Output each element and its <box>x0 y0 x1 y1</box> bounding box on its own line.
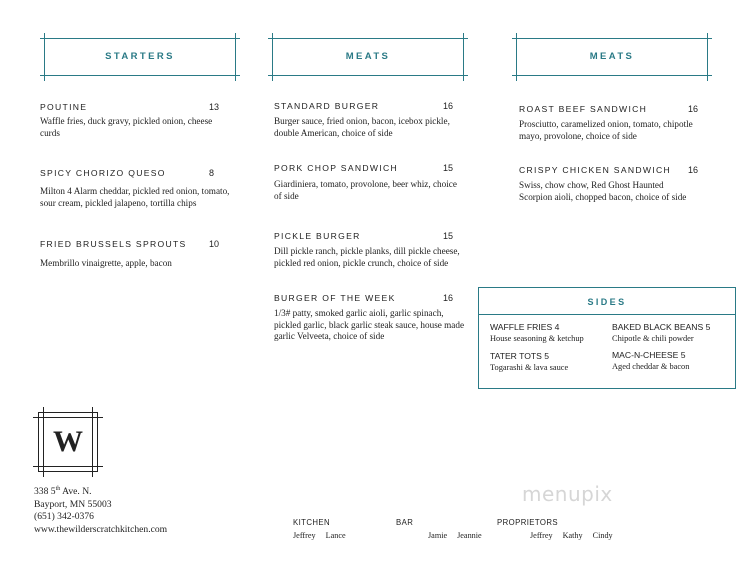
side-name: WAFFLE FRIES 4 <box>490 322 560 332</box>
sides-box <box>478 287 736 389</box>
item-name: PICKLE BURGER <box>274 231 361 241</box>
side-description: Chipotle & chili powder <box>612 334 694 343</box>
address-street <box>34 483 167 499</box>
logo <box>38 412 98 472</box>
item-description <box>274 308 479 343</box>
item-desc-line: sour cream, pickled jalapeno, tortilla chips <box>40 197 197 208</box>
item-description <box>40 116 230 139</box>
staff-label: KITCHEN <box>293 518 331 527</box>
item-description <box>274 179 474 202</box>
item-price: 15 <box>443 163 454 173</box>
item-price: 16 <box>688 104 699 114</box>
staff-name: Jeffrey <box>293 531 316 540</box>
staff-names <box>293 531 356 540</box>
street-number: 338 5 <box>34 486 56 498</box>
item-description <box>519 180 709 203</box>
menu-item-crispy-chicken-sandwich <box>519 165 709 203</box>
starters-title: STARTERS <box>105 51 175 62</box>
item-price: 13 <box>209 102 220 112</box>
staff-name: Kathy <box>562 531 583 540</box>
item-desc-line: Membrillo vinaigrette, apple, bacon <box>40 258 172 268</box>
side-item-tater-tots <box>490 351 568 372</box>
item-desc-line: Swiss, chow chow, Red Ghost Haunted <box>519 180 664 190</box>
side-description: Aged cheddar & bacon <box>612 362 690 371</box>
item-description <box>274 116 474 139</box>
staff-name: Lance <box>325 531 346 540</box>
staff-name: Jeffrey <box>530 531 553 540</box>
side-description: Togarashi & lava sauce <box>490 363 569 372</box>
address-phone: (651) 342-0376 <box>34 511 94 523</box>
menu-item-pickle-burger <box>274 231 479 269</box>
menu-item-spicy-chorizo-queso <box>40 168 250 209</box>
staff-name: Cindy <box>592 531 613 540</box>
address-block <box>34 483 167 537</box>
side-name: TATER TOTS 5 <box>490 351 550 361</box>
item-desc-line: Prosciutto, caramelized onion, tomato, chipotle <box>519 119 693 129</box>
menu-item-roast-beef-sandwich <box>519 104 709 142</box>
meats-title-2: MEATS <box>589 51 635 62</box>
side-item-waffle-fries <box>490 322 584 343</box>
item-name: PORK CHOP SANDWICH <box>274 163 398 173</box>
staff-name: Jeannie <box>457 531 482 540</box>
meats-header-2 <box>512 38 712 76</box>
menu-item-standard-burger <box>274 101 474 139</box>
item-price: 8 <box>209 168 215 178</box>
street-name: Ave. N. <box>60 486 92 498</box>
item-desc-line: Dill pickle ranch, pickle planks, dill pickle cheese, <box>274 246 460 256</box>
meats-header-1 <box>268 38 468 76</box>
item-price: 16 <box>443 101 454 111</box>
item-name: CRISPY CHICKEN SANDWICH <box>519 165 671 175</box>
staff-bar <box>396 518 492 540</box>
watermark: menupix <box>522 482 613 506</box>
item-desc-line: mayo, provolone, choice of side <box>519 130 637 141</box>
staff-proprietors <box>497 518 623 540</box>
item-name: ROAST BEEF SANDWICH <box>519 104 648 114</box>
item-price: 15 <box>443 231 454 241</box>
item-description <box>274 246 479 269</box>
logo-letter: W <box>53 425 83 458</box>
item-desc-line: pickled red onion, pickle crunch, choice of side <box>274 257 449 268</box>
item-desc-line: Milton 4 Alarm cheddar, pickled red onion, tomato, <box>40 186 230 196</box>
staff-names <box>428 531 492 540</box>
item-price: 16 <box>443 293 454 303</box>
item-description <box>519 119 709 142</box>
item-desc-line: Scorpion aioli, chopped bacon, choice of side <box>519 191 687 202</box>
staff-label: BAR <box>396 518 414 527</box>
item-name: BURGER OF THE WEEK <box>274 293 396 303</box>
sides-title: SIDES <box>587 297 627 307</box>
side-name: BAKED BLACK BEANS 5 <box>612 322 711 332</box>
side-item-baked-black-beans <box>612 322 710 343</box>
street-suffix: th <box>55 486 61 492</box>
item-name: SPICY CHORIZO QUESO <box>40 168 166 178</box>
staff-name: Jamie <box>428 531 448 540</box>
item-name: POUTINE <box>40 102 88 112</box>
item-name: FRIED BRUSSELS SPROUTS <box>40 239 187 249</box>
sides-divider <box>479 314 735 315</box>
staff-label: PROPRIETORS <box>497 518 559 527</box>
item-desc-line: garlic Velveeta, choice of side <box>274 331 385 341</box>
item-desc-line: 1/3# patty, smoked garlic aioli, garlic spinach, <box>274 308 444 318</box>
staff-kitchen <box>293 518 356 540</box>
item-price: 10 <box>209 239 220 249</box>
staff-names <box>530 531 623 540</box>
side-description: House seasoning & ketchup <box>490 334 584 343</box>
menu-item-poutine <box>40 102 230 139</box>
item-desc-line: curds <box>40 127 60 138</box>
item-name: STANDARD BURGER <box>274 101 380 111</box>
item-desc-line: Giardiniera, tomato, provolone, beer whiz, choice <box>274 179 457 189</box>
item-price: 16 <box>688 165 699 175</box>
item-description <box>40 186 250 209</box>
meats-title-1: MEATS <box>345 51 391 62</box>
item-desc-line: pickled garlic, black garlic steak sauce, house made <box>274 319 465 330</box>
menu-item-pork-chop-sandwich <box>274 163 474 202</box>
address-city: Bayport, MN 55003 <box>34 498 112 510</box>
item-desc-line: double American, choice of side <box>274 127 393 138</box>
side-item-mac-n-cheese <box>612 350 689 371</box>
menu-item-burger-of-the-week <box>274 293 479 343</box>
menu-item-fried-brussels-sprouts <box>40 239 250 270</box>
side-name: MAC-N-CHEESE 5 <box>612 350 686 360</box>
address-website: www.thewilderscratchkitchen.com <box>34 523 168 535</box>
starters-header <box>40 38 240 76</box>
item-description <box>40 258 250 270</box>
item-desc-line: Waffle fries, duck gravy, pickled onion, cheese <box>40 116 213 126</box>
item-desc-line: of side <box>274 190 299 201</box>
item-desc-line: Burger sauce, fried onion, bacon, icebox pickle, <box>274 116 450 126</box>
